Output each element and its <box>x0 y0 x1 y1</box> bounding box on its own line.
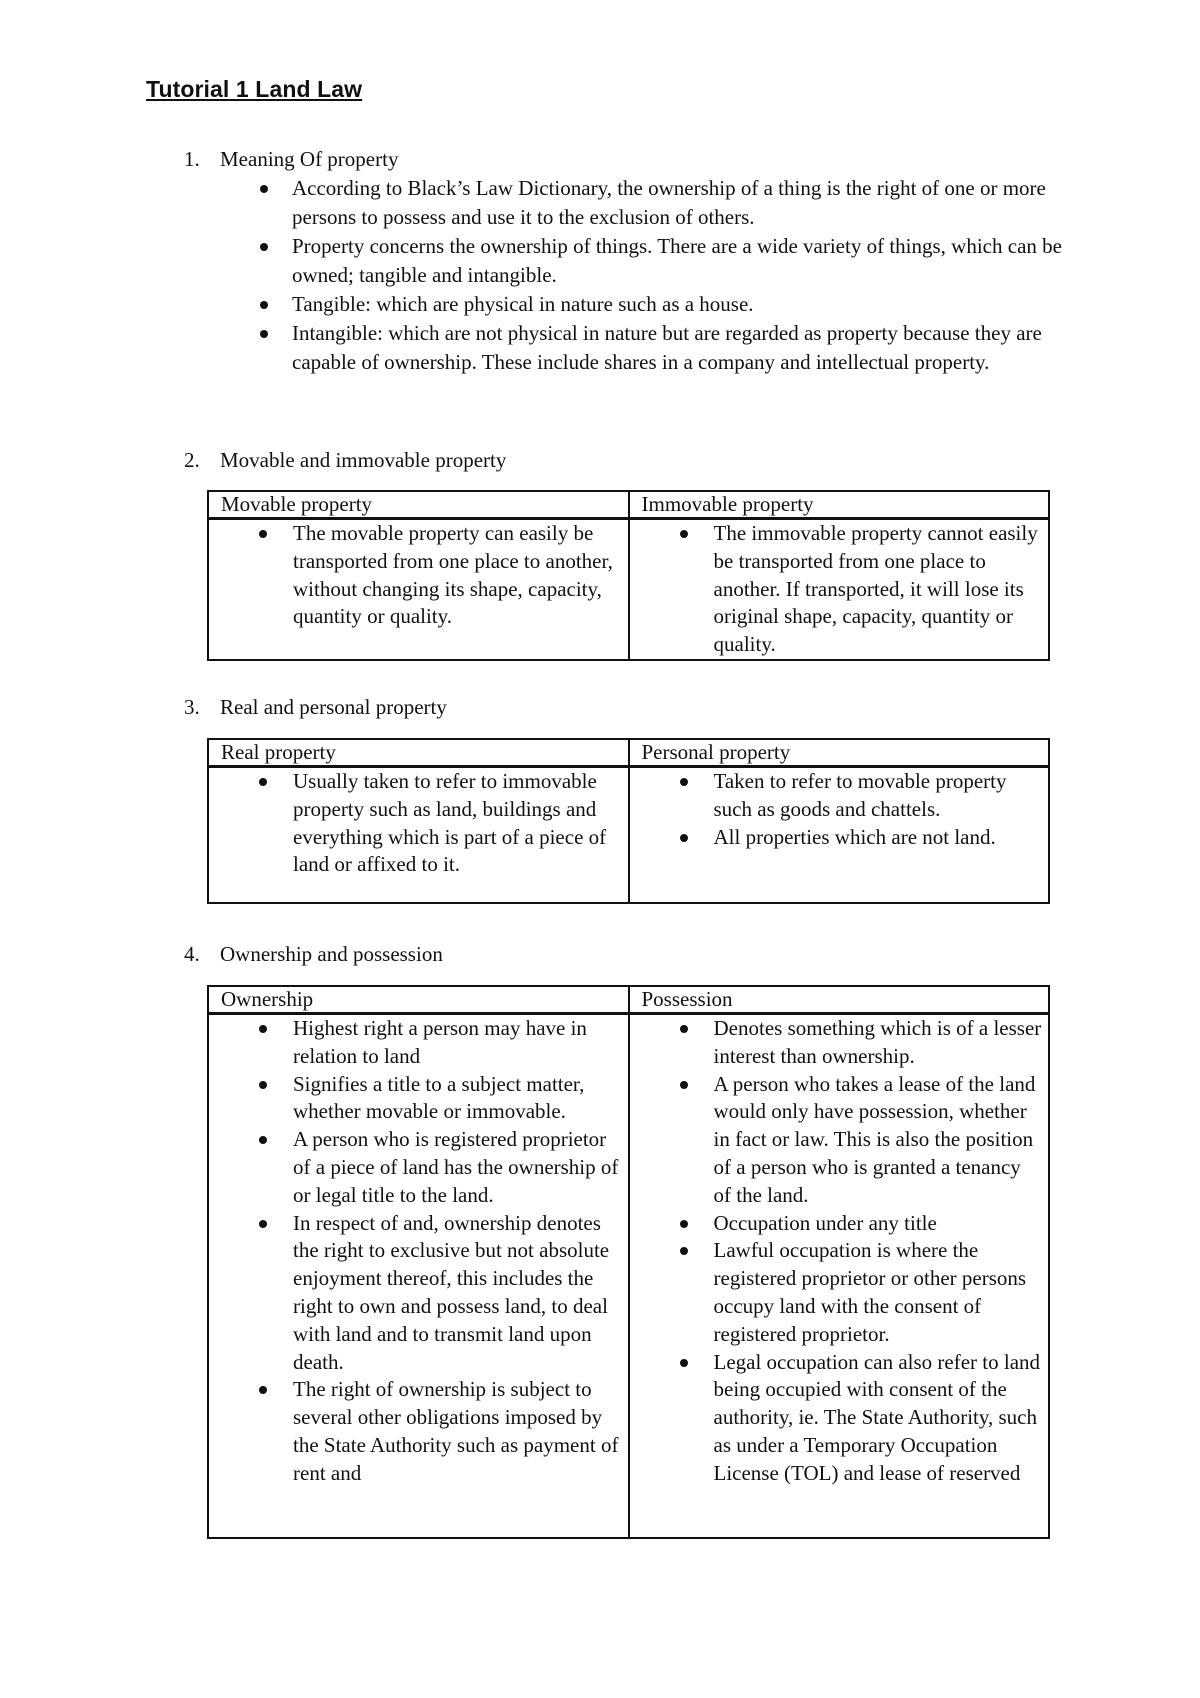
column-header: Ownership <box>208 986 629 1014</box>
list-item: According to Black’s Law Dictionary, the ownership of a thing is the right of one or more persons to possess and use it to the exclusion of others. <box>220 174 1070 232</box>
bullet-icon <box>259 1386 267 1394</box>
list-item: Highest right a person may have in relation to land <box>209 1015 628 1071</box>
bullet-list <box>220 174 1070 377</box>
section-heading <box>184 693 447 722</box>
list-item: Lawful occupation is where the registered proprietor or other persons occupy land with the consent of registered proprietor. <box>630 1237 1049 1348</box>
bullet-icon <box>259 1136 267 1144</box>
list-item: In respect of and, ownership denotes the right to exclusive but not absolute enjoyment thereof, this includes the right to own and possess land, to deal with land and to transmit land upon death. <box>209 1210 628 1377</box>
bullet-icon <box>260 243 268 251</box>
bullet-icon <box>259 1220 267 1228</box>
bullet-icon <box>680 834 688 842</box>
section-title: Meaning Of property <box>220 147 399 171</box>
bullet-icon <box>260 185 268 193</box>
bullet-icon <box>680 1247 688 1255</box>
table-cell <box>629 767 1050 904</box>
list-item: The immovable property cannot easily be transported from one place to another. If transported, it will lose its original shape, capacity, quantity or quality. <box>630 520 1049 659</box>
movable-immovable-table <box>207 490 1050 661</box>
bullet-icon <box>259 1081 267 1089</box>
list-item: Intangible: which are not physical in nature but are regarded as property because they are capable of ownership. These include shares in a company and intellectual property. <box>220 319 1070 377</box>
list-item: A person who is registered proprietor of a piece of land has the ownership of or legal title to the land. <box>209 1126 628 1209</box>
list-item: A person who takes a lease of the land would only have possession, whether in fact or law. This is also the position of a person who is granted a tenancy of the land. <box>630 1071 1049 1210</box>
list-item: Property concerns the ownership of things. There are a wide variety of things, which can be owned; tangible and intangible. <box>220 232 1070 290</box>
bullet-icon <box>260 301 268 309</box>
list-item: The right of ownership is subject to several other obligations imposed by the State Authority such as payment of rent and <box>209 1376 628 1487</box>
table-cell <box>208 767 629 904</box>
section-heading <box>184 145 398 174</box>
page-title: Tutorial 1 Land Law <box>146 76 363 102</box>
section-title: Movable and immovable property <box>220 448 507 472</box>
real-personal-table <box>207 738 1050 904</box>
bullet-icon <box>680 1220 688 1228</box>
bullet-icon <box>259 778 267 786</box>
list-item: Taken to refer to movable property such as goods and chattels. <box>630 768 1049 824</box>
section-heading <box>184 940 443 969</box>
bullet-icon <box>680 778 688 786</box>
section-heading <box>184 446 506 475</box>
bullet-icon <box>680 1025 688 1033</box>
list-item: Occupation under any title <box>630 1210 1049 1238</box>
ownership-possession-table <box>207 985 1050 1539</box>
section-number: 4. <box>184 942 200 966</box>
column-header: Movable property <box>208 491 629 519</box>
table-cell <box>629 519 1050 660</box>
bullet-icon <box>680 1359 688 1367</box>
section-title: Real and personal property <box>220 695 447 719</box>
list-item: Signifies a title to a subject matter, whether movable or immovable. <box>209 1071 628 1127</box>
column-header: Immovable property <box>629 491 1050 519</box>
bullet-icon <box>259 530 267 538</box>
list-item: Tangible: which are physical in nature such as a house. <box>220 290 1070 319</box>
section-title: Ownership and possession <box>220 942 443 966</box>
table-cell <box>208 519 629 660</box>
bullet-icon <box>680 1081 688 1089</box>
bullet-icon <box>260 330 268 338</box>
list-item: Usually taken to refer to immovable property such as land, buildings and everything which is part of a piece of land or affixed to it. <box>209 768 628 879</box>
list-item: Legal occupation can also refer to land being occupied with consent of the authority, ie. The State Authority, such as under a Temporary Occupation License (TOL) and lease of reserved <box>630 1349 1049 1488</box>
bullet-icon <box>259 1025 267 1033</box>
section-number: 2. <box>184 448 200 472</box>
bullet-icon <box>680 530 688 538</box>
list-item: The movable property can easily be transported from one place to another, without changing its shape, capacity, quantity or quality. <box>209 520 628 631</box>
column-header: Possession <box>629 986 1050 1014</box>
table-cell <box>629 1014 1050 1539</box>
column-header: Personal property <box>629 739 1050 767</box>
section-number: 3. <box>184 695 200 719</box>
list-item: All properties which are not land. <box>630 824 1049 852</box>
table-cell <box>208 1014 629 1539</box>
column-header: Real property <box>208 739 629 767</box>
section-number: 1. <box>184 147 200 171</box>
list-item: Denotes something which is of a lesser interest than ownership. <box>630 1015 1049 1071</box>
